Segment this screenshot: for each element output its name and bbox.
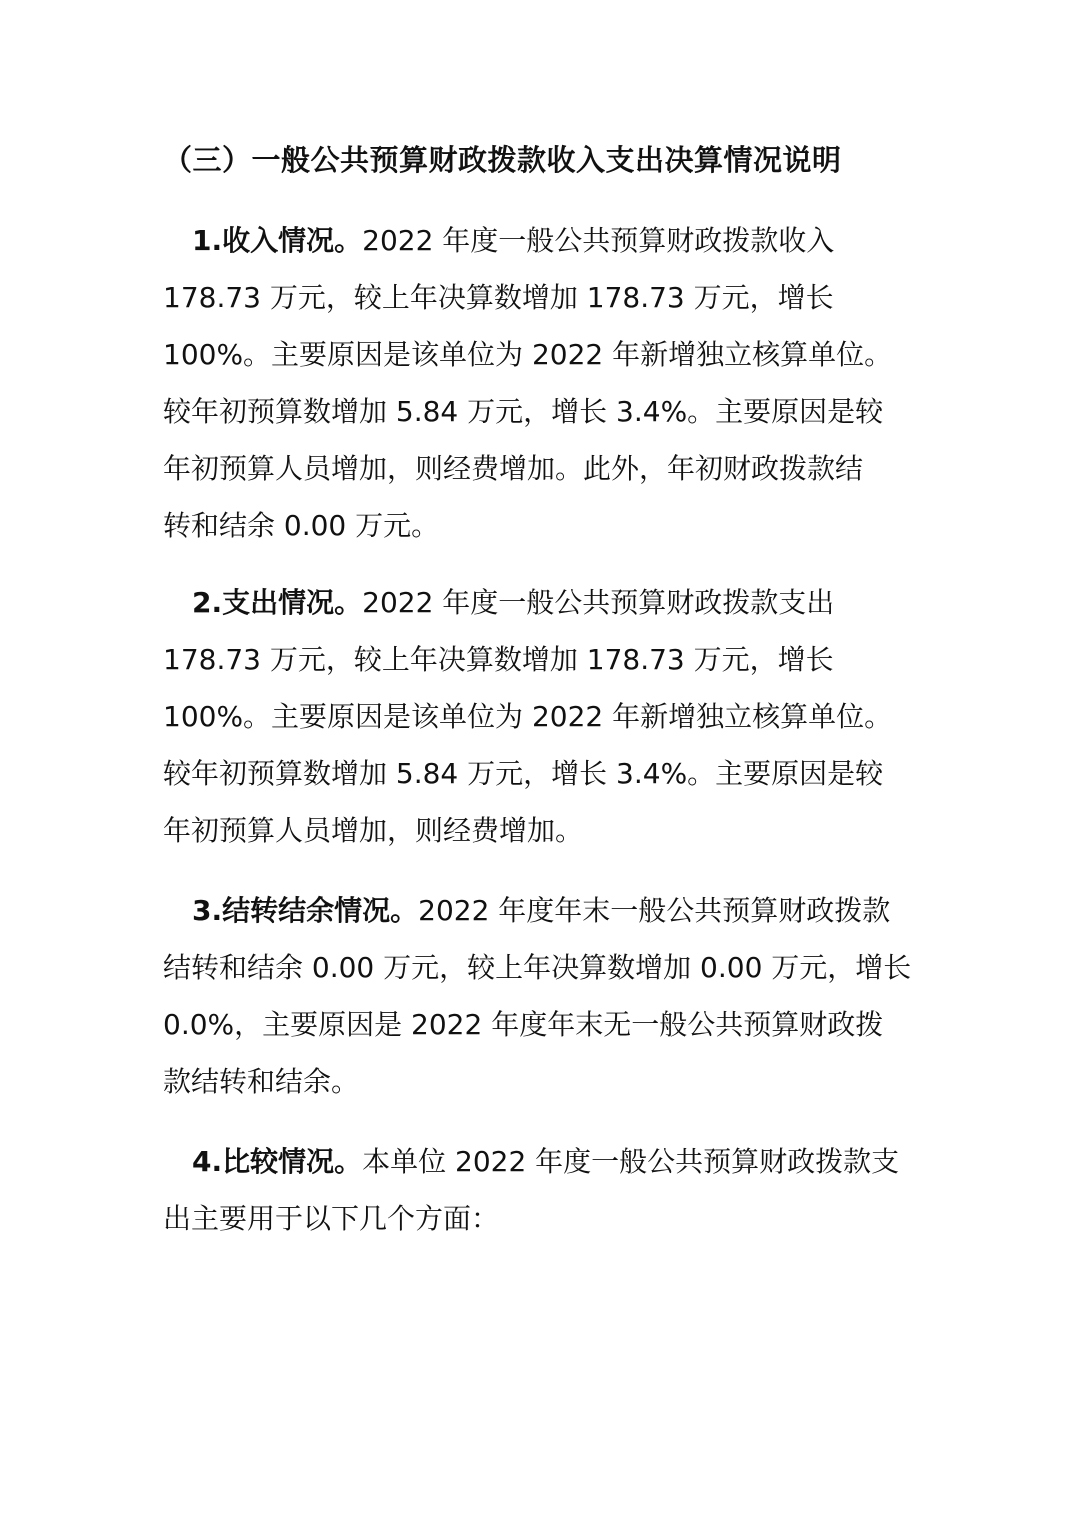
paragraph-lead: 3.结转结余情况。 [192, 894, 419, 927]
paragraph-line [163, 212, 923, 269]
paragraph-line [163, 574, 923, 631]
paragraph-line: 100%。主要原因是该单位为 2022 年新增独立核算单位。 [163, 338, 893, 371]
paragraph-text: 本单位 2022 年度一般公共预算财政拨款支 [362, 1145, 900, 1178]
paragraph-line: 较年初预算数增加 5.84 万元，增长 3.4%。主要原因是较 [163, 757, 884, 790]
paragraph-expenditure [163, 574, 923, 859]
paragraph-line: 100%。主要原因是该单位为 2022 年新增独立核算单位。 [163, 700, 893, 733]
paragraph-income [163, 212, 923, 554]
paragraph-text: 2022 年度一般公共预算财政拨款收入 [362, 224, 835, 257]
paragraph-lead: 4.比较情况。 [192, 1145, 363, 1178]
paragraph-line: 178.73 万元，较上年决算数增加 178.73 万元，增长 [163, 643, 834, 676]
paragraph-comparison [163, 1133, 923, 1247]
paragraph-line: 0.0%，主要原因是 2022 年度年末无一般公共预算财政拨 [163, 1008, 884, 1041]
paragraph-line: 年初预算人员增加，则经费增加。 [163, 814, 584, 847]
paragraph-line: 结转和结余 0.00 万元，较上年决算数增加 0.00 万元，增长 [163, 951, 912, 984]
paragraph-lead: 2.支出情况。 [192, 586, 363, 619]
paragraph-line: 款结转和结余。 [163, 1065, 360, 1098]
section-title: （三）一般公共预算财政拨款收入支出决算情况说明 [163, 143, 842, 177]
paragraph-line [163, 882, 923, 939]
paragraph-carryover [163, 882, 923, 1110]
paragraph-line: 出主要用于以下几个方面： [163, 1202, 500, 1235]
paragraph-line: 178.73 万元，较上年决算数增加 178.73 万元，增长 [163, 281, 834, 314]
paragraph-line: 年初预算人员增加，则经费增加。此外，年初财政拨款结 [163, 452, 864, 485]
paragraph-line: 转和结余 0.00 万元。 [163, 509, 440, 542]
paragraph-line [163, 1133, 923, 1190]
paragraph-text: 2022 年度年末一般公共预算财政拨款 [418, 894, 891, 927]
paragraph-text: 2022 年度一般公共预算财政拨款支出 [362, 586, 835, 619]
paragraph-lead: 1.收入情况。 [192, 224, 363, 257]
paragraph-line: 较年初预算数增加 5.84 万元，增长 3.4%。主要原因是较 [163, 395, 884, 428]
